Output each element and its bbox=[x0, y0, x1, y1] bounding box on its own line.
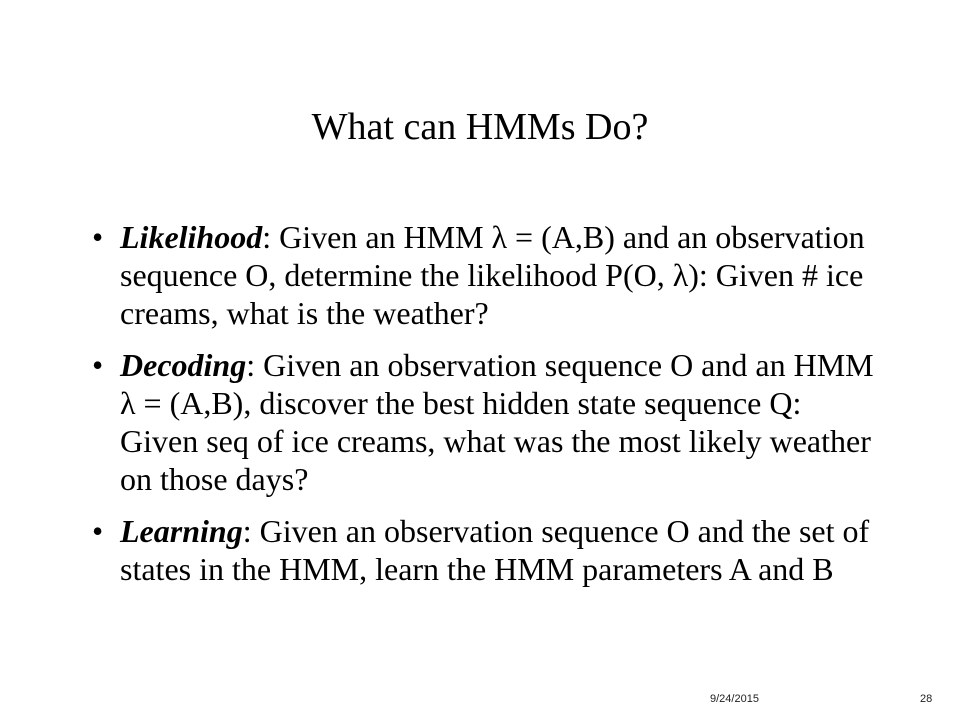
bullet-text: : Given an observation sequence O and the set of states in the HMM, learn the HMM parameters A and B bbox=[120, 513, 870, 587]
bullet-icon: • bbox=[92, 347, 104, 383]
bullet-icon: • bbox=[92, 513, 104, 549]
bullet-likelihood bbox=[92, 218, 882, 332]
slide-title: What can HMMs Do? bbox=[311, 106, 649, 148]
bullet-list bbox=[92, 218, 882, 602]
bullet-term: Learning bbox=[120, 513, 243, 549]
bullet-icon: • bbox=[92, 219, 104, 255]
bullet-decoding bbox=[92, 346, 882, 498]
footer-date: 9/24/2015 bbox=[710, 693, 759, 705]
bullet-text: : Given an observation sequence O and an HMM λ = (A,B), discover the best hidden state sequence Q: Given seq of ice creams, what was the most likely weather on those days? bbox=[120, 347, 874, 497]
bullet-term: Likelihood bbox=[120, 219, 263, 255]
footer-page-number: 28 bbox=[920, 693, 933, 705]
bullet-text: : Given an HMM λ = (A,B) and an observation sequence O, determine the likelihood P(O, λ): Given # ice creams, what is the weather? bbox=[120, 219, 865, 331]
bullet-learning bbox=[92, 512, 882, 588]
bullet-term: Decoding bbox=[120, 347, 247, 383]
